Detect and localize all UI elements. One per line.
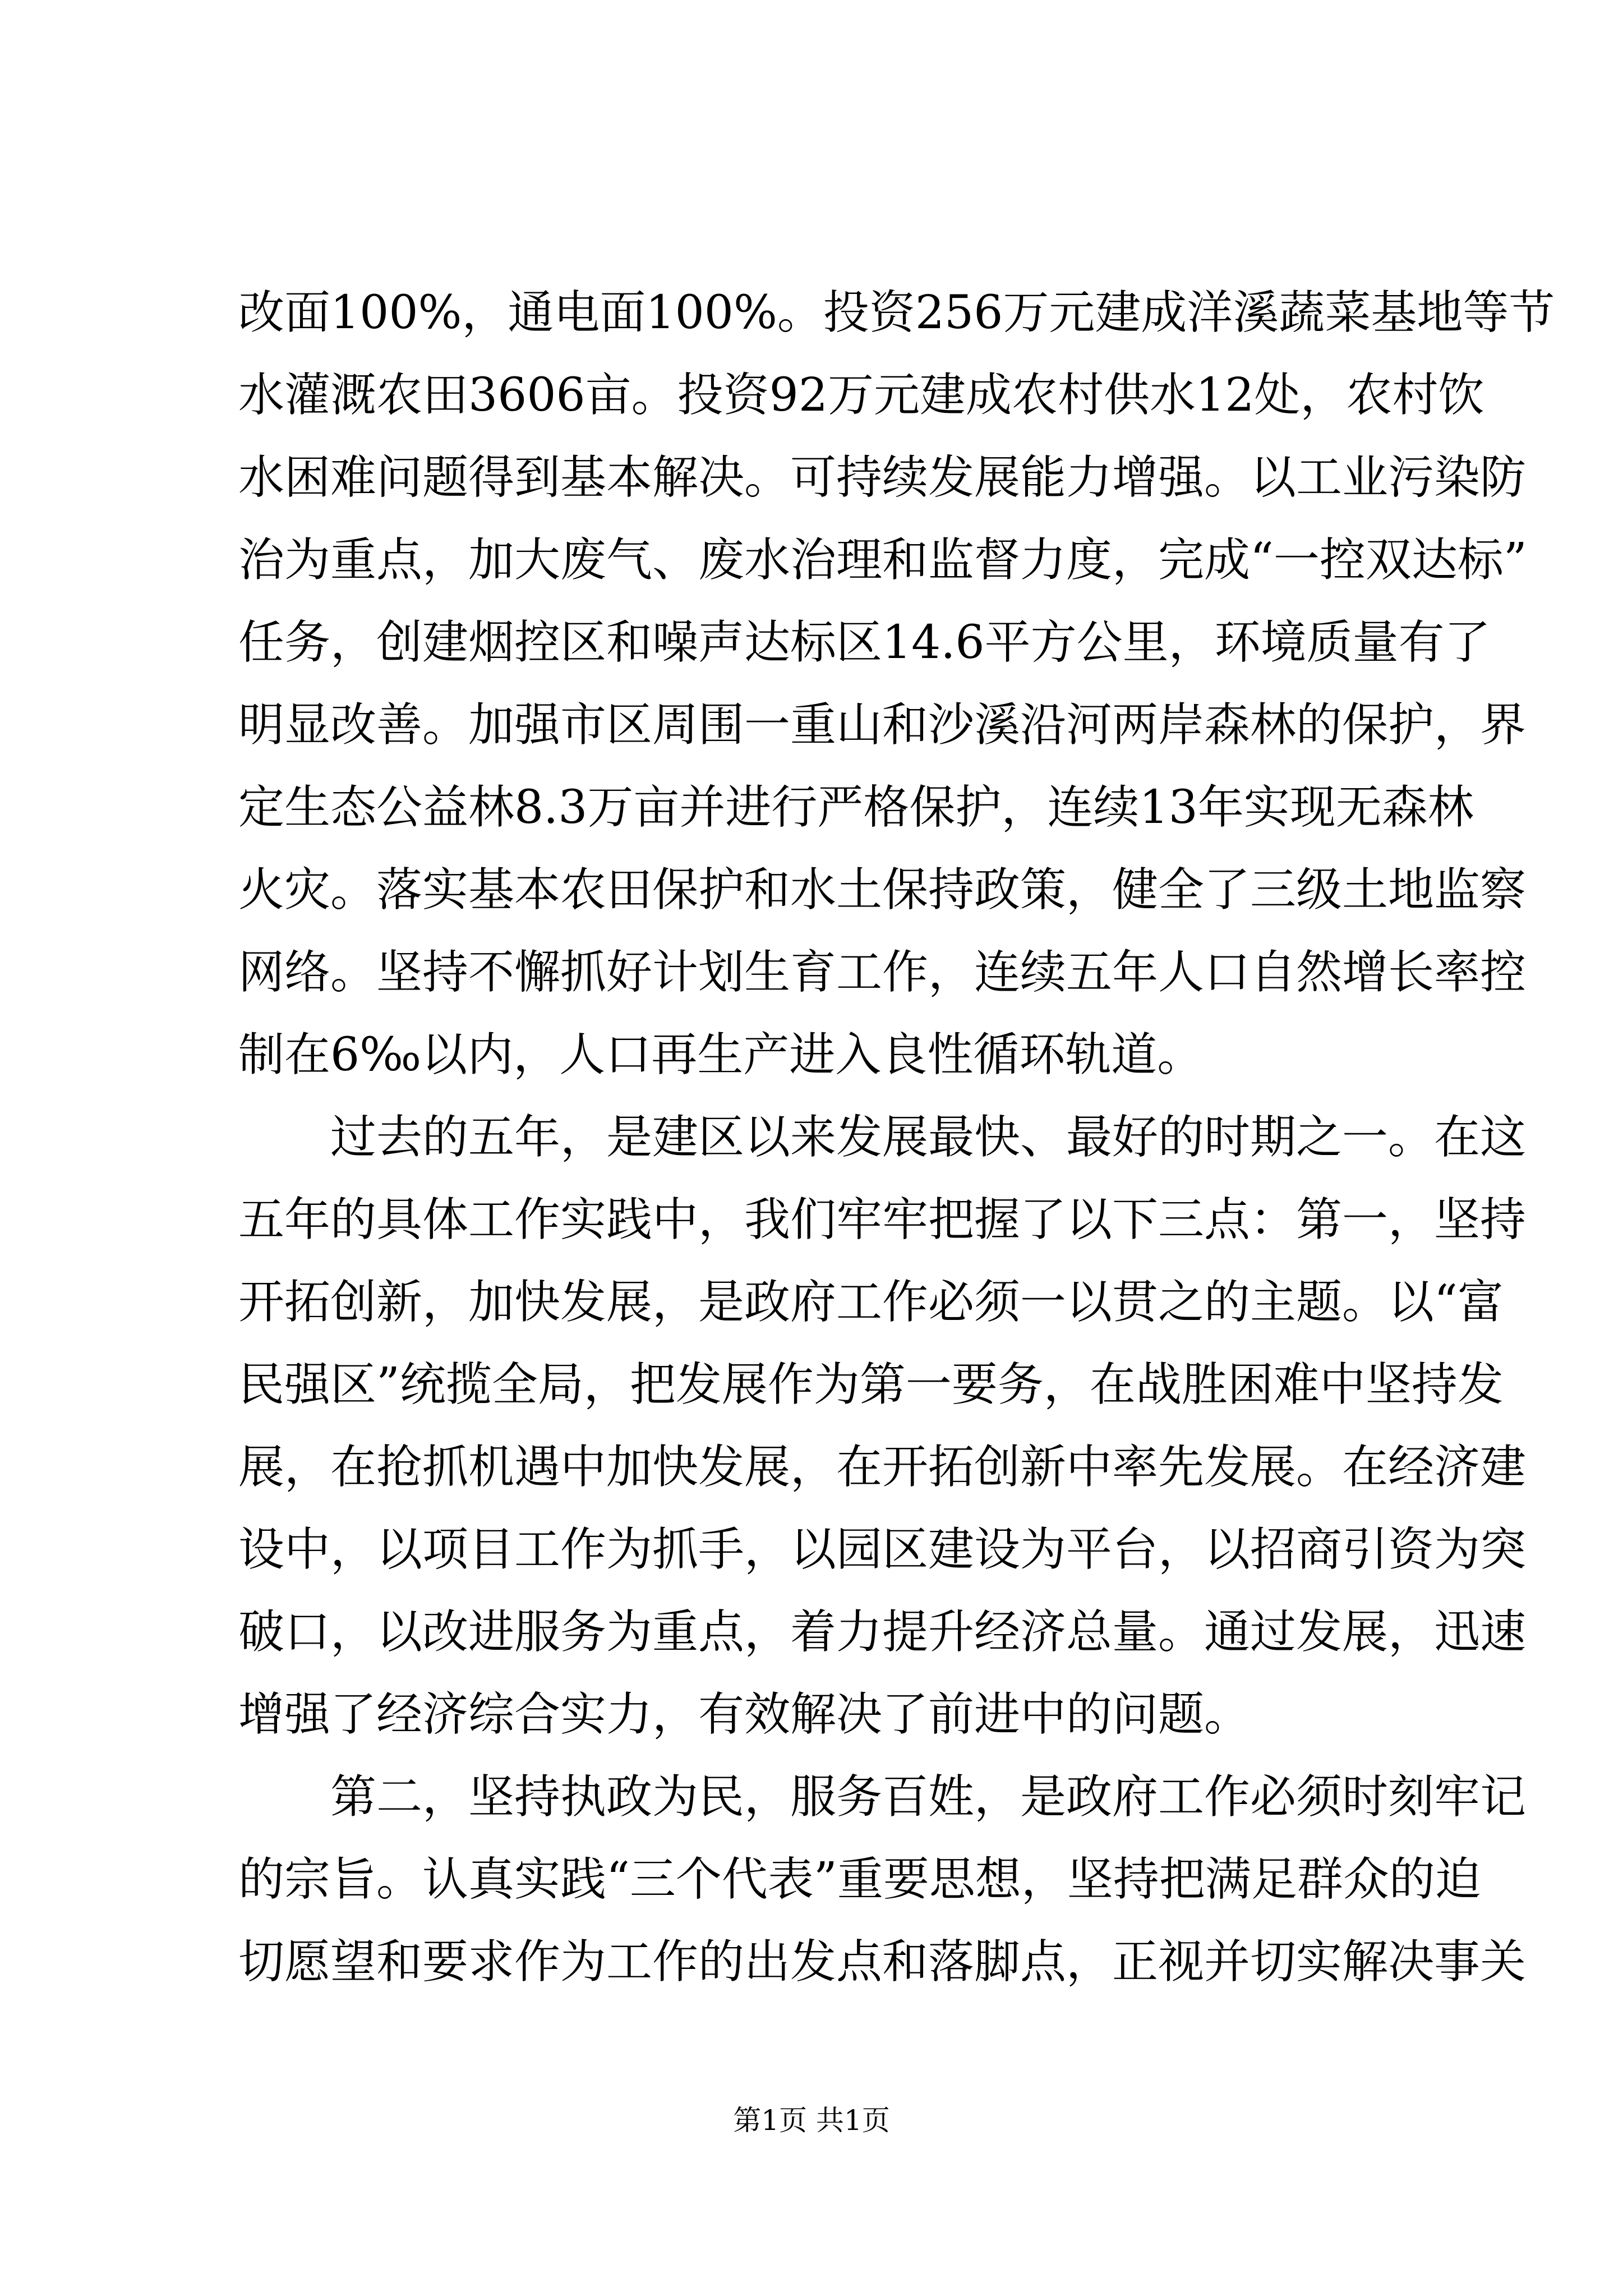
text-line: 网络。坚持不懈抓好计划生育工作，连续五年人口自然增长率控 (238, 946, 1527, 999)
paragraph-first-line: 过去的五年，是建区以来发展最快、最好的时期之一。在这 (330, 1111, 1527, 1164)
page-footer (0, 2098, 1623, 2138)
text-line: 水灌溉农田3606亩。投资92万元建成农村供水12处，农村饮 (238, 369, 1484, 422)
text-line: 开拓创新，加快发展，是政府工作必须一以贯之的主题。以“富 (238, 1276, 1504, 1329)
text-line: 治为重点，加大废气、废水治理和监督力度，完成“一控双达标” (238, 533, 1527, 587)
text-line: 火灾。落实基本农田保护和水土保持政策，健全了三级土地监察 (238, 863, 1527, 917)
text-line: 设中，以项目工作为抓手，以园区建设为平台，以招商引资为突 (238, 1523, 1527, 1576)
text-line: 明显改善。加强市区周围一重山和沙溪沿河两岸森林的保护，界 (238, 698, 1527, 752)
text-line: 任务，创建烟控区和噪声达标区14.6平方公里，环境质量有了 (238, 616, 1491, 669)
text-line: 的宗旨。认真实践“三个代表”重要思想，坚持把满足群众的迫 (238, 1853, 1481, 1906)
text-line: 切愿望和要求作为工作的出发点和落脚点，正视并切实解决事关 (238, 1935, 1527, 1989)
text-line: 展，在抢抓机遇中加快发展，在开拓创新中率先发展。在经济建 (238, 1441, 1527, 1494)
text-line: 五年的具体工作实践中，我们牢牢把握了以下三点：第一，坚持 (238, 1193, 1527, 1246)
text-line: 定生态公益林8.3万亩并进行严格保护，连续13年实现无森林 (238, 781, 1474, 834)
text-line: 破口，以改进服务为重点，着力提升经济总量。通过发展，迅速 (238, 1605, 1527, 1659)
text-line: 制在6‰以内，人口再生产进入良性循环轨道。 (238, 1028, 1204, 1082)
text-line: 改面100%，通电面100%。投资256万元建成洋溪蔬菜基地等节 (238, 286, 1555, 339)
text-line: 民强区”统揽全局，把发展作为第一要务，在战胜困难中坚持发 (238, 1358, 1504, 1411)
paragraph-first-line: 第二，坚持执政为民，服务百姓，是政府工作必须时刻牢记 (330, 1770, 1527, 1824)
text-line: 水困难问题得到基本解决。可持续发展能力增强。以工业污染防 (238, 451, 1527, 504)
text-line: 增强了经济综合实力，有效解决了前进中的问题。 (238, 1688, 1251, 1741)
document-body (238, 272, 1555, 2003)
page-number: 第1页 共1页 (733, 2104, 890, 2137)
